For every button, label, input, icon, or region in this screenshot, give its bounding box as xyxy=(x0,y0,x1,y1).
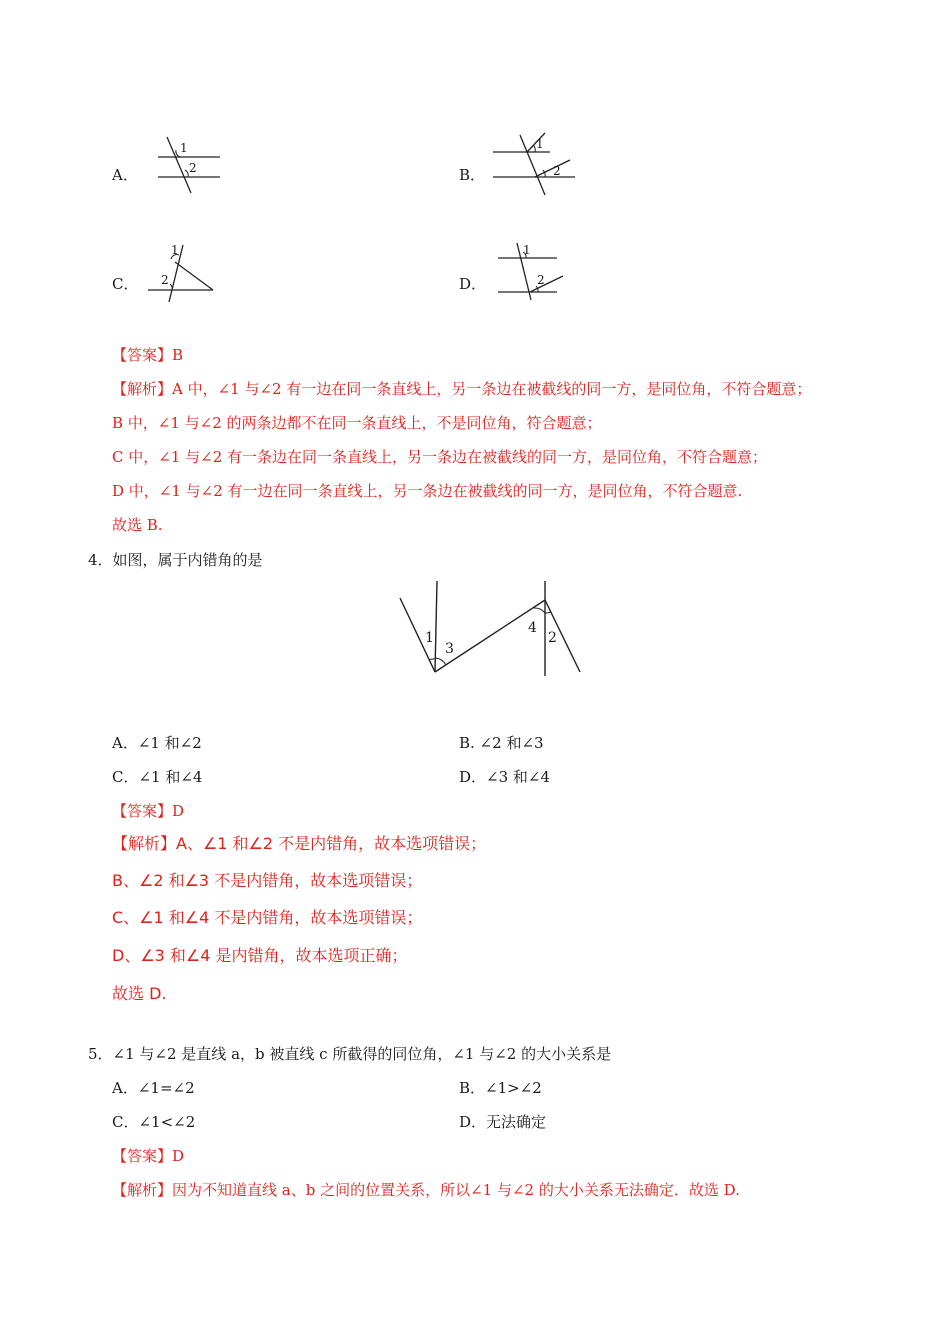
q4-option-b: B. ∠2 和∠3 xyxy=(459,734,544,752)
q3-analysis-line-3: C 中，∠1 与∠2 有一条边在同一条直线上，另一条边在被截线的同一方，是同位角，不符合题意； xyxy=(112,448,768,466)
q4-option-d: D．∠3 和∠4 xyxy=(459,768,551,786)
q4-analysis-line-2: B、∠2 和∠3 不是内错角，故本选项错误； xyxy=(112,871,423,890)
q4-figure-label-2: 2 xyxy=(548,630,557,646)
q3-figure-d-label-2: 2 xyxy=(537,273,545,287)
q4-figure-label-1: 1 xyxy=(425,630,434,646)
q3-option-a-label: A． xyxy=(112,166,138,184)
q3-option-c-label: C． xyxy=(112,275,139,293)
q4-analysis-line-3: C、∠1 和∠4 不是内错角，故本选项错误； xyxy=(112,908,423,927)
q3-figure-b-label-2: 2 xyxy=(553,164,561,178)
q3-figure-c xyxy=(145,242,220,304)
q4-figure-label-4: 4 xyxy=(528,620,537,636)
q4-question: 4．如图，属于内错角的是 xyxy=(88,551,263,569)
q5-option-a: A．∠1=∠2 xyxy=(112,1079,195,1097)
q4-conclusion: 故选 D. xyxy=(112,984,167,1003)
q3-figure-c-label-1: 1 xyxy=(171,243,179,257)
q3-answer: 【答案】B xyxy=(112,346,184,364)
q3-figure-d xyxy=(495,240,570,302)
q5-question: 5．∠1 与∠2 是直线 a，b 被直线 c 所截得的同位角，∠1 与∠2 的大小关系是 xyxy=(88,1045,612,1063)
q3-figure-d-label-1: 1 xyxy=(523,243,531,257)
q3-figure-a-label-1: 1 xyxy=(180,141,188,155)
q3-analysis-line-1: 【解析】A 中，∠1 与∠2 有一边在同一条直线上，另一条边在被截线的同一方，是同位角，不符合题意； xyxy=(112,380,812,398)
q3-figure-a-label-2: 2 xyxy=(189,161,197,175)
q3-option-b-label: B． xyxy=(459,166,486,184)
q3-option-d-label: D． xyxy=(459,275,487,293)
q3-figure-b xyxy=(490,130,585,200)
q3-figure-b-label-1: 1 xyxy=(536,137,544,151)
q3-figure-a xyxy=(155,135,225,195)
q4-figure xyxy=(395,578,590,678)
q3-conclusion: 故选 B. xyxy=(112,516,163,534)
q5-answer: 【答案】D xyxy=(112,1147,185,1165)
q3-figure-c-label-2: 2 xyxy=(161,273,169,287)
q5-option-d: D．无法确定 xyxy=(459,1113,547,1131)
q4-figure-label-3: 3 xyxy=(445,641,454,657)
q4-analysis-line-1: 【解析】A、∠1 和∠2 不是内错角，故本选项错误； xyxy=(112,834,487,853)
q5-option-c: C．∠1<∠2 xyxy=(112,1113,196,1131)
q3-analysis-line-2: B 中，∠1 与∠2 的两条边都不在同一条直线上，不是同位角，符合题意； xyxy=(112,414,602,432)
q4-option-a: A．∠1 和∠2 xyxy=(112,734,202,752)
q5-analysis: 【解析】因为不知道直线 a、b 之间的位置关系，所以∠1 与∠2 的大小关系无法确定．故选 D. xyxy=(112,1181,740,1199)
q4-analysis-line-4: D、∠3 和∠4 是内错角，故本选项正确； xyxy=(112,946,408,965)
q4-answer: 【答案】D xyxy=(112,802,185,820)
q4-option-c: C．∠1 和∠4 xyxy=(112,768,203,786)
q3-analysis-line-4: D 中，∠1 与∠2 有一边在同一条直线上，另一条边在被截线的同一方，是同位角，不符合题意. xyxy=(112,482,743,500)
q5-option-b: B．∠1>∠2 xyxy=(459,1079,542,1097)
